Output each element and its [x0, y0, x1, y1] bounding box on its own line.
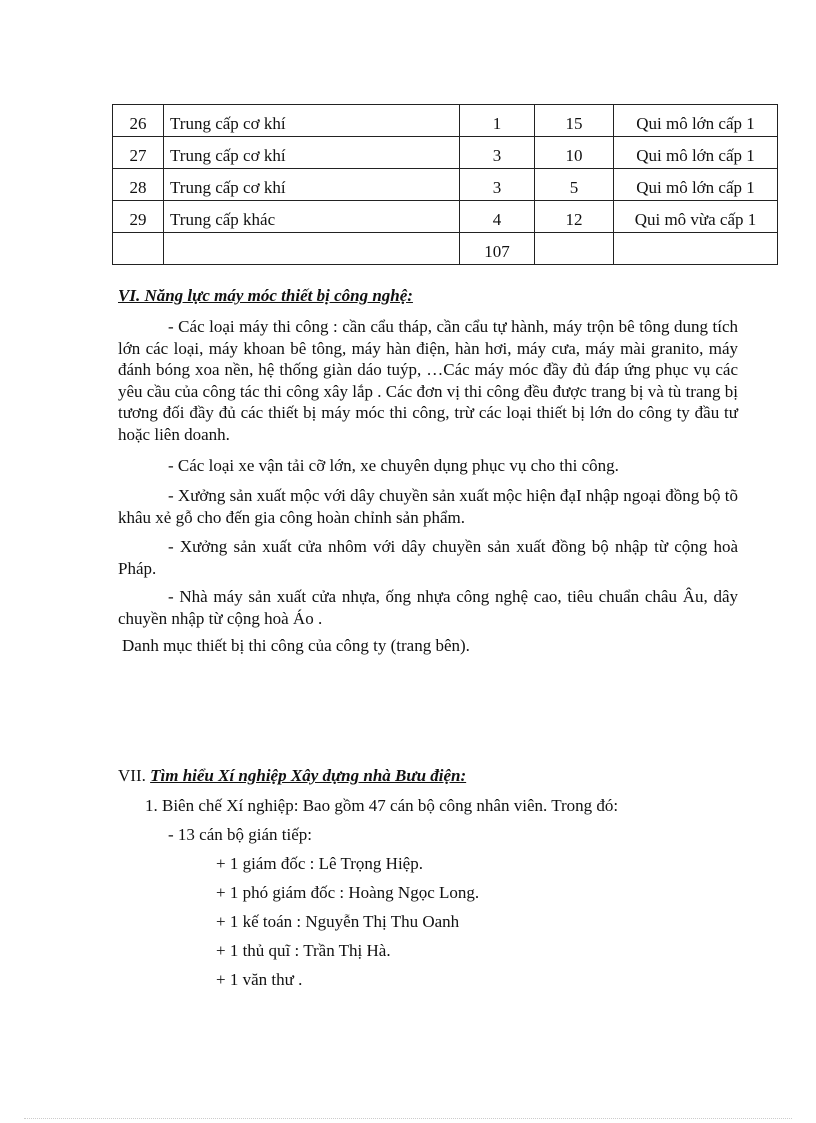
section-7-number: VII. [118, 766, 146, 785]
staff-item: + 1 phó giám đốc : Hoàng Ngọc Long. [216, 883, 480, 902]
staff-item: + 1 giám đốc : Lê Trọng Hiệp. [216, 854, 423, 873]
row-qualification: Trung cấp cơ khí [164, 105, 460, 137]
paragraph-equipment: - Các loại máy thi công : cần cẩu tháp, cần cẩu tự hành, máy trộn bê tông dung tích lớn các loại, máy khoan bê tông, máy hàn điện, hàn hơi, máy cưa, máy mài granito, máy đánh bóng xoa nền, hệ thống giàn dáo tuýp, …Các máy móc đầy đủ đáp ứng phục vụ các yêu cầu của công tác thi công xây lắp . Các đơn vị thi công đều được trang bị và tù trang bị tương đối đầy đủ các thiết bị máy móc thi công, trừ các loại thiết bị lớn do công ty đầu tư hoặc liên doanh. [118, 317, 738, 444]
row-scale: Qui mô lớn cấp 1 [614, 137, 778, 169]
table-row [113, 169, 778, 201]
table-total-row [113, 233, 778, 265]
row-scale: Qui mô lớn cấp 1 [614, 169, 778, 201]
row-scale: Qui mô lớn cấp 1 [614, 105, 778, 137]
table-row [113, 137, 778, 169]
row-number: 27 [113, 137, 164, 169]
total-empty-cell [113, 233, 164, 265]
equipment-list-note: Danh mục thiết bị thi công của công ty (trang bên). [122, 636, 470, 655]
section-6-heading: VI. Năng lực máy móc thiết bị công nghệ: [118, 286, 413, 305]
table-row [113, 201, 778, 233]
page-bottom-divider [24, 1118, 792, 1119]
row-qualification: Trung cấp cơ khí [164, 169, 460, 201]
row-quantity: 4 [460, 201, 535, 233]
row-quantity: 1 [460, 105, 535, 137]
paragraph-plastic-factory: - Nhà máy sản xuất cửa nhựa, ống nhựa công nghệ cao, tiêu chuẩn châu Âu, dây chuyền nhập từ cộng hoà Áo . [118, 587, 738, 628]
row-years: 10 [535, 137, 614, 169]
staff-item: + 1 văn thư . [216, 970, 303, 989]
total-empty-cell [164, 233, 460, 265]
row-number: 29 [113, 201, 164, 233]
staff-item: + 1 thủ quĩ : Trần Thị Hà. [216, 941, 391, 960]
row-years: 12 [535, 201, 614, 233]
table-row [113, 105, 778, 137]
section-7-heading [118, 766, 466, 786]
row-quantity: 3 [460, 137, 535, 169]
paragraph-vehicles: - Các loại xe vận tải cỡ lớn, xe chuyên dụng phục vụ cho thi công. [168, 456, 619, 475]
paragraph-wood-workshop: - Xưởng sản xuất mộc với dây chuyền sản xuất mộc hiện đạI nhập ngoại đồng bộ tõ khâu xẻ gỗ cho đến gia công hoàn chỉnh sản phẩm. [118, 486, 738, 527]
row-qualification: Trung cấp khác [164, 201, 460, 233]
section-7-title: Tìm hiểu Xí nghiệp Xây dựng nhà Bưu điện: [150, 766, 467, 785]
indirect-staff-count: - 13 cán bộ gián tiếp: [168, 825, 312, 844]
total-empty-cell [614, 233, 778, 265]
row-years: 5 [535, 169, 614, 201]
staffing-summary: 1. Biên chế Xí nghiệp: Bao gồm 47 cán bộ công nhân viên. Trong đó: [145, 796, 619, 815]
staff-item: + 1 kế toán : Nguyễn Thị Thu Oanh [216, 912, 460, 931]
row-years: 15 [535, 105, 614, 137]
row-number: 26 [113, 105, 164, 137]
row-quantity: 3 [460, 169, 535, 201]
paragraph-aluminium-workshop: - Xưởng sản xuất cửa nhôm với dây chuyền sản xuất đồng bộ nhập từ cộng hoà Pháp. [118, 537, 738, 578]
row-number: 28 [113, 169, 164, 201]
total-quantity: 107 [460, 233, 535, 265]
row-qualification: Trung cấp cơ khí [164, 137, 460, 169]
staff-table [112, 104, 778, 265]
total-empty-cell [535, 233, 614, 265]
row-scale: Qui mô vừa cấp 1 [614, 201, 778, 233]
